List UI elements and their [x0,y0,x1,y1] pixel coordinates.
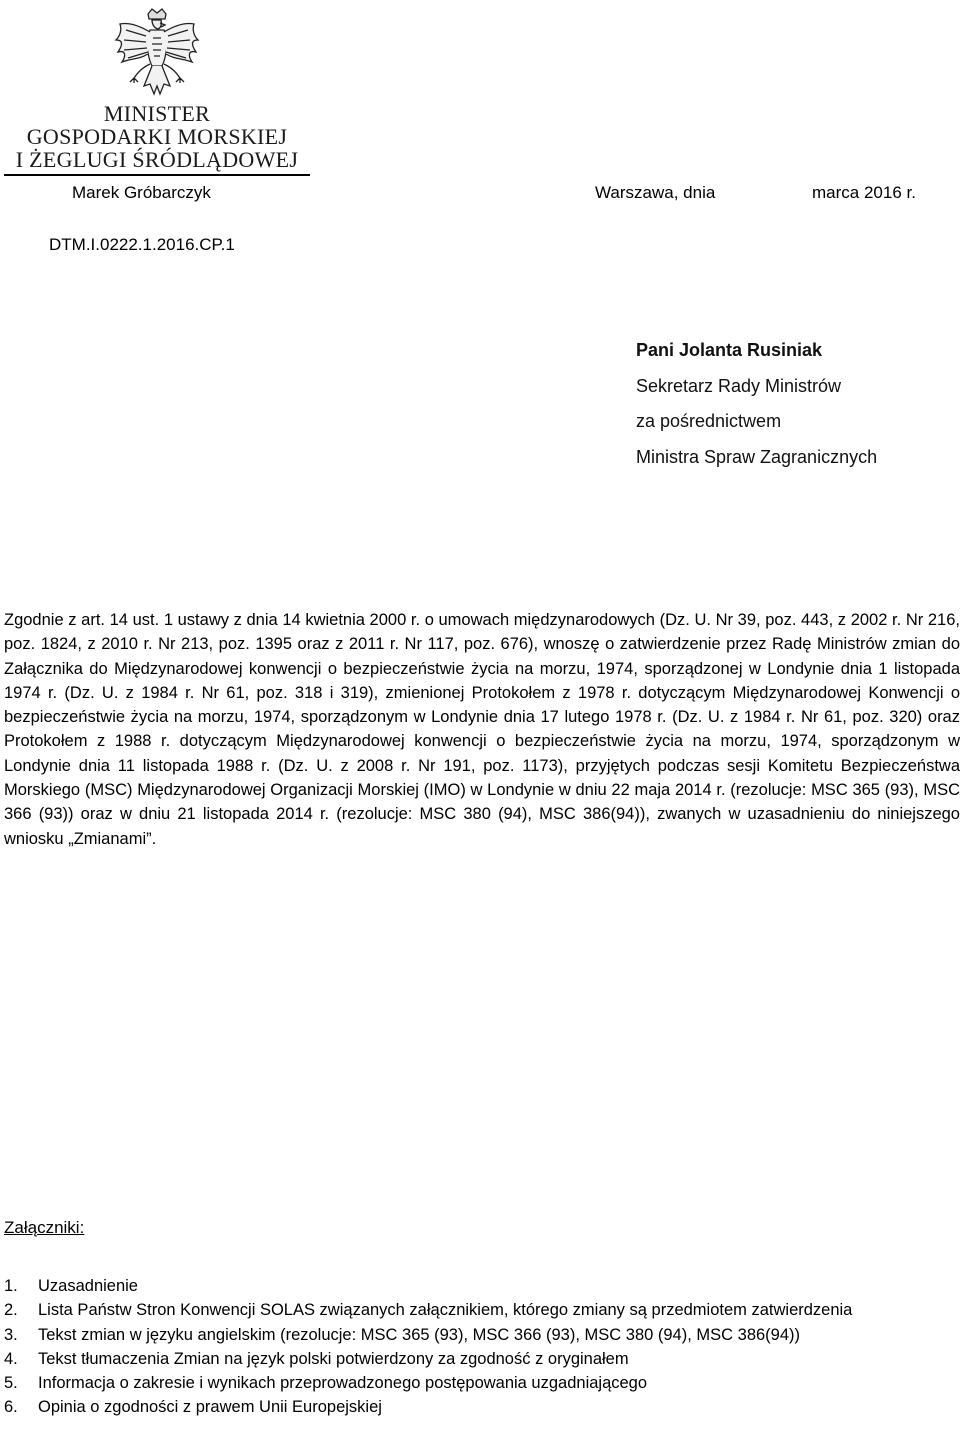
eagle-emblem-icon [112,6,202,102]
recipient-title: Sekretarz Rady Ministrów [636,375,842,396]
list-item [4,1371,960,1395]
recipient-block [636,333,877,475]
recipient-via: za pośrednictwem [636,411,782,431]
header-divider [4,174,310,176]
list-item [4,1298,960,1322]
list-item-number: 6. [4,1398,18,1417]
document-reference: DTM.I.0222.1.2016.CP.1 [49,235,235,254]
list-item [4,1395,960,1419]
list-item-text: Tekst zmian w języku angielskim (rezolucje: MSC 365 (93), MSC 366 (93), MSC 380 (94), MSC 386(94)) [38,1325,801,1344]
ministry-header [4,102,310,171]
list-item-text: Lista Państw Stron Konwencji SOLAS związanych załącznikiem, którego zmiany są przedmiotem zatwierdzenia [38,1301,853,1320]
list-item-number: 5. [4,1374,18,1393]
attachments-title: Załączniki: [4,1218,85,1237]
recipient-via-title: Ministra Spraw Zagranicznych [636,446,878,467]
recipient-name: Pani Jolanta Rusiniak [636,340,823,360]
list-item-text: Tekst tłumaczenia Zmian na język polski potwierdzony za zgodność z oryginałem [38,1349,629,1368]
ministry-line-3: I ŻEGLUGI ŚRÓDLĄDOWEJ [15,147,299,172]
list-item-number: 3. [4,1325,18,1344]
ministry-line-1: MINISTER [103,101,211,126]
list-item-text: Uzasadnienie [38,1277,138,1295]
minister-name: Marek Gróbarczyk [72,183,211,202]
list-item-number: 1. [4,1277,18,1295]
list-item [4,1274,960,1298]
list-item-number: 4. [4,1349,18,1368]
place-date-suffix: marca 2016 r. [812,183,916,202]
ministry-line-2: GOSPODARKI MORSKIEJ [26,124,288,149]
list-item-number: 2. [4,1301,18,1320]
body-paragraph: Zgodnie z art. 14 ust. 1 ustawy z dnia 14 kwietnia 2000 r. o umowach międzynarodowych (Dz. U. Nr 39, poz. 443, z 2002 r. Nr 216, poz. 1824, z 2010 r. Nr 213, poz. 1395 oraz z 2011 r. Nr 117, poz. 676), wnoszę o zatwierdzenie przez Radę Ministrów zmian do Załącznika do Międzynarodowej konwencji o bezpieczeństwie życia na morzu, 1974, sporządzonej w Londynie dnia 1 listopada 1974 r. (Dz. U. z 1984 r. Nr 61, poz. 318 i 319), zmienionej Protokołem z 1978 r. dotyczącym Międzynarodowej Konwencji o bezpieczeństwie życia na morzu, 1974, sporządzonym w Londynie dnia 17 lutego 1978 r. (Dz. U. z 1984 r. Nr 61, poz. 320) oraz Protokołem z 1988 r. dotyczącym Międzynarodowej konwencji o bezpieczeństwie życia na morzu, 1974, sporządzonym w Londynie dnia 11 listopada 1988 r. (Dz. U. z 2008 r. Nr 191, poz. 1173), przyjętych podczas sesji Komitetu Bezpieczeństwa Morskiego (MSC) Międzynarodowej Organizacji Morskiej (IMO) w Londynie w dniu 22 maja 2014 r. (rezolucje: MSC 365 (93), MSC 366 (93)) oraz w dniu 21 listopada 2014 r. (rezolucje: MSC 380 (94), MSC 386(94)), zwanych w uzasadnieniu do niniejszego wniosku „Zmianami”. [4,611,960,848]
list-item-text: Informacja o zakresie i wynikach przeprowadzonego postępowania uzgadniającego [38,1374,648,1393]
attachments-list [4,1274,960,1420]
list-item [4,1347,960,1371]
list-item [4,1323,960,1347]
list-item-text: Opinia o zgodności z prawem Unii Europejskiej [38,1398,382,1417]
place-date-prefix: Warszawa, dnia [595,183,716,202]
